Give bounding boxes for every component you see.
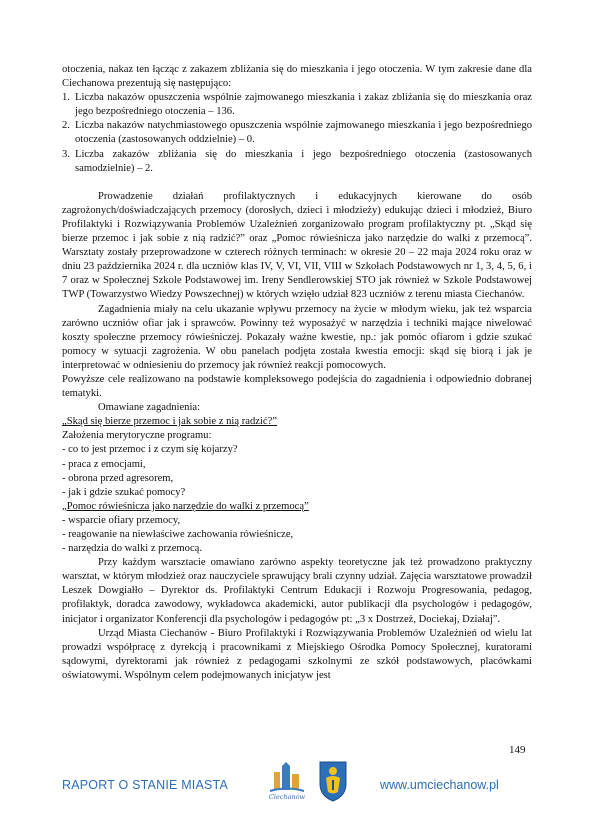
coat-of-arms-icon [318,760,348,802]
list-item: - praca z emocjami, [62,458,146,470]
list-item: - co to jest przemoc i z czym się kojarzy? [62,444,238,456]
paragraph-goals: Zagadnienia miały na celu ukazanie wpływu przemocy na życie w młodym wieku, jak też wsparcia zarówno uczniów ofiar jak i sprawców. Powinny też wyposażyć w narzędzia i techniki mające niwelować koszty społeczne przemocy rówieśniczej. Pokazały ważne kwestie, np.: jak pomóc ofiarom i gdzie szukać pomocy w sytuacji zagrożenia. W obu panelach podjęta została kwestia emocji: skąd się biorą i jak je interpretować w odniesieniu do przemocy jak również reakcji pomocowych. [62,303,532,371]
list-item: - jak i gdzie szukać pomocy? [62,486,186,498]
paragraph-program: Prowadzenie działań profilaktycznych i edukacyjnych kierowane do osób zagrożonych/doświadczających przemocy (dorosłych, dzieci i młodzieży) edukując dzieci i młodzież, Biuro Profilaktyki i Rozwiązywania Problemów Uzależnień zorganizowało program profilaktyczny pt. „Skąd się bierze przemoc i jak sobie z nią radzić?” oraz „Pomoc rówieśnicza jako narzędzie do walki z przemocą”. Warsztaty zostały przeprowadzone w czterech różnych terminach: w okresie 20 – 22 maja 2024 roku oraz w dniu 23 października 2024 r. dla uczniów klas IV, V, VI, VII, VIII w Szkołach Podstawowych nr 1, 3, 4, 5, 6, i 7 oraz w Społecznej Szkole Podstawowej im. Ireny Sendlerowskiej STO jak również w Szkole Podstawowej TWP (Towarzystwo Wiedzy Powszechnej) w których wzięło udział 823 uczniów z terenu miasta Ciechanów. [62,190,532,301]
topic-title: „Skąd się bierze przemoc i jak sobie z nią radzić?” [62,416,278,428]
list-item: - narzędzia do walki z przemocą. [62,543,202,555]
stat-item: 1. Liczba nakazów opuszczenia wspólnie zajmowanego mieszkania i zakaz zbliżania się do mieszkania oraz jego bezpośredniego otoczenia – 136. [62,92,532,118]
topics-heading: Omawiane zagadnienia: [98,402,201,414]
list-item: - reagowanie na niewłaściwe zachowania rówieśnicze, [62,529,294,540]
topic-subheading: Założenia merytoryczne programu: [62,430,212,442]
paragraph-cooperation: Urząd Miasta Ciechanów - Biuro Profilaktyki i Rozwiązywania Problemów Uzależnień od wielu lat prowadzi współpracę z dyrekcją i pracownikami z Miejskiego Ośrodka Pomocy Społecznej, kuratorami sądowymi, dyrektorami jak również z pedagogami szkolnymi ze szkół podstawowych, placówkami oświatowymi. Wspólnym celem podejmowanych inicjatyw jest [62,627,532,681]
paragraph-approach: Powyższe cele realizowano na podstawie kompleksowego podejścia do zagadnienia i odpowiednio dobranej tematyki. [62,373,532,400]
report-body [62,63,532,683]
page-number: 149 [509,744,526,756]
paragraph-workshops: Przy każdym warsztacie omawiano zarówno aspekty teoretyczne jak też prowadzono praktyczny warsztat, w którym młodzież oraz nauczyciele sprawujący brali czynny udział. Zajęcia warsztatowe prowadził Leszek Dowgiałło – Dyrektor ds. Profilaktyki Centrum Edukacji i Rozwoju Progresowania, pedagog, profilaktyk, doradca zawodowy, wykładowca akademicki, autor publikacji dla psychologów i pedagogów, inicjator i organizator Konferencji dla psychologów i pedagogów pt: „3 x Dostrzeż, Dociekaj, Działaj”. [62,557,532,625]
stat-item: 3. Liczba zakazów zbliżania się do mieszkania i jego bezpośredniego otoczenia (zastosowanych samodzielnie) – 2. [62,148,532,174]
list-item: - obrona przed agresorem, [62,472,174,484]
logo-text: Ciechanów [268,793,306,801]
topic-title: „Pomoc rówieśnicza jako narzędzie do walki z przemocą” [62,500,309,512]
footer-report-title: RAPORT O STANIE MIASTA [62,778,229,792]
city-logo-icon [266,762,308,802]
footer-website-link[interactable]: www.umciechanow.pl [380,778,499,792]
list-item: - wsparcie ofiary przemocy, [62,514,181,526]
stat-item: 2. Liczba nakazów natychmiastowego opuszczenia wspólnie zajmowanego mieszkania i jego bezpośredniego otoczenia (zastosowanych oddzielnie) – 0. [62,120,532,146]
intro-text: otoczenia, nakaz ten łącząc z zakazem zbliżania się do mieszkania i jego otoczenia. W tym zakresie dane dla Ciechanowa prezentują się następująco: [62,64,532,90]
